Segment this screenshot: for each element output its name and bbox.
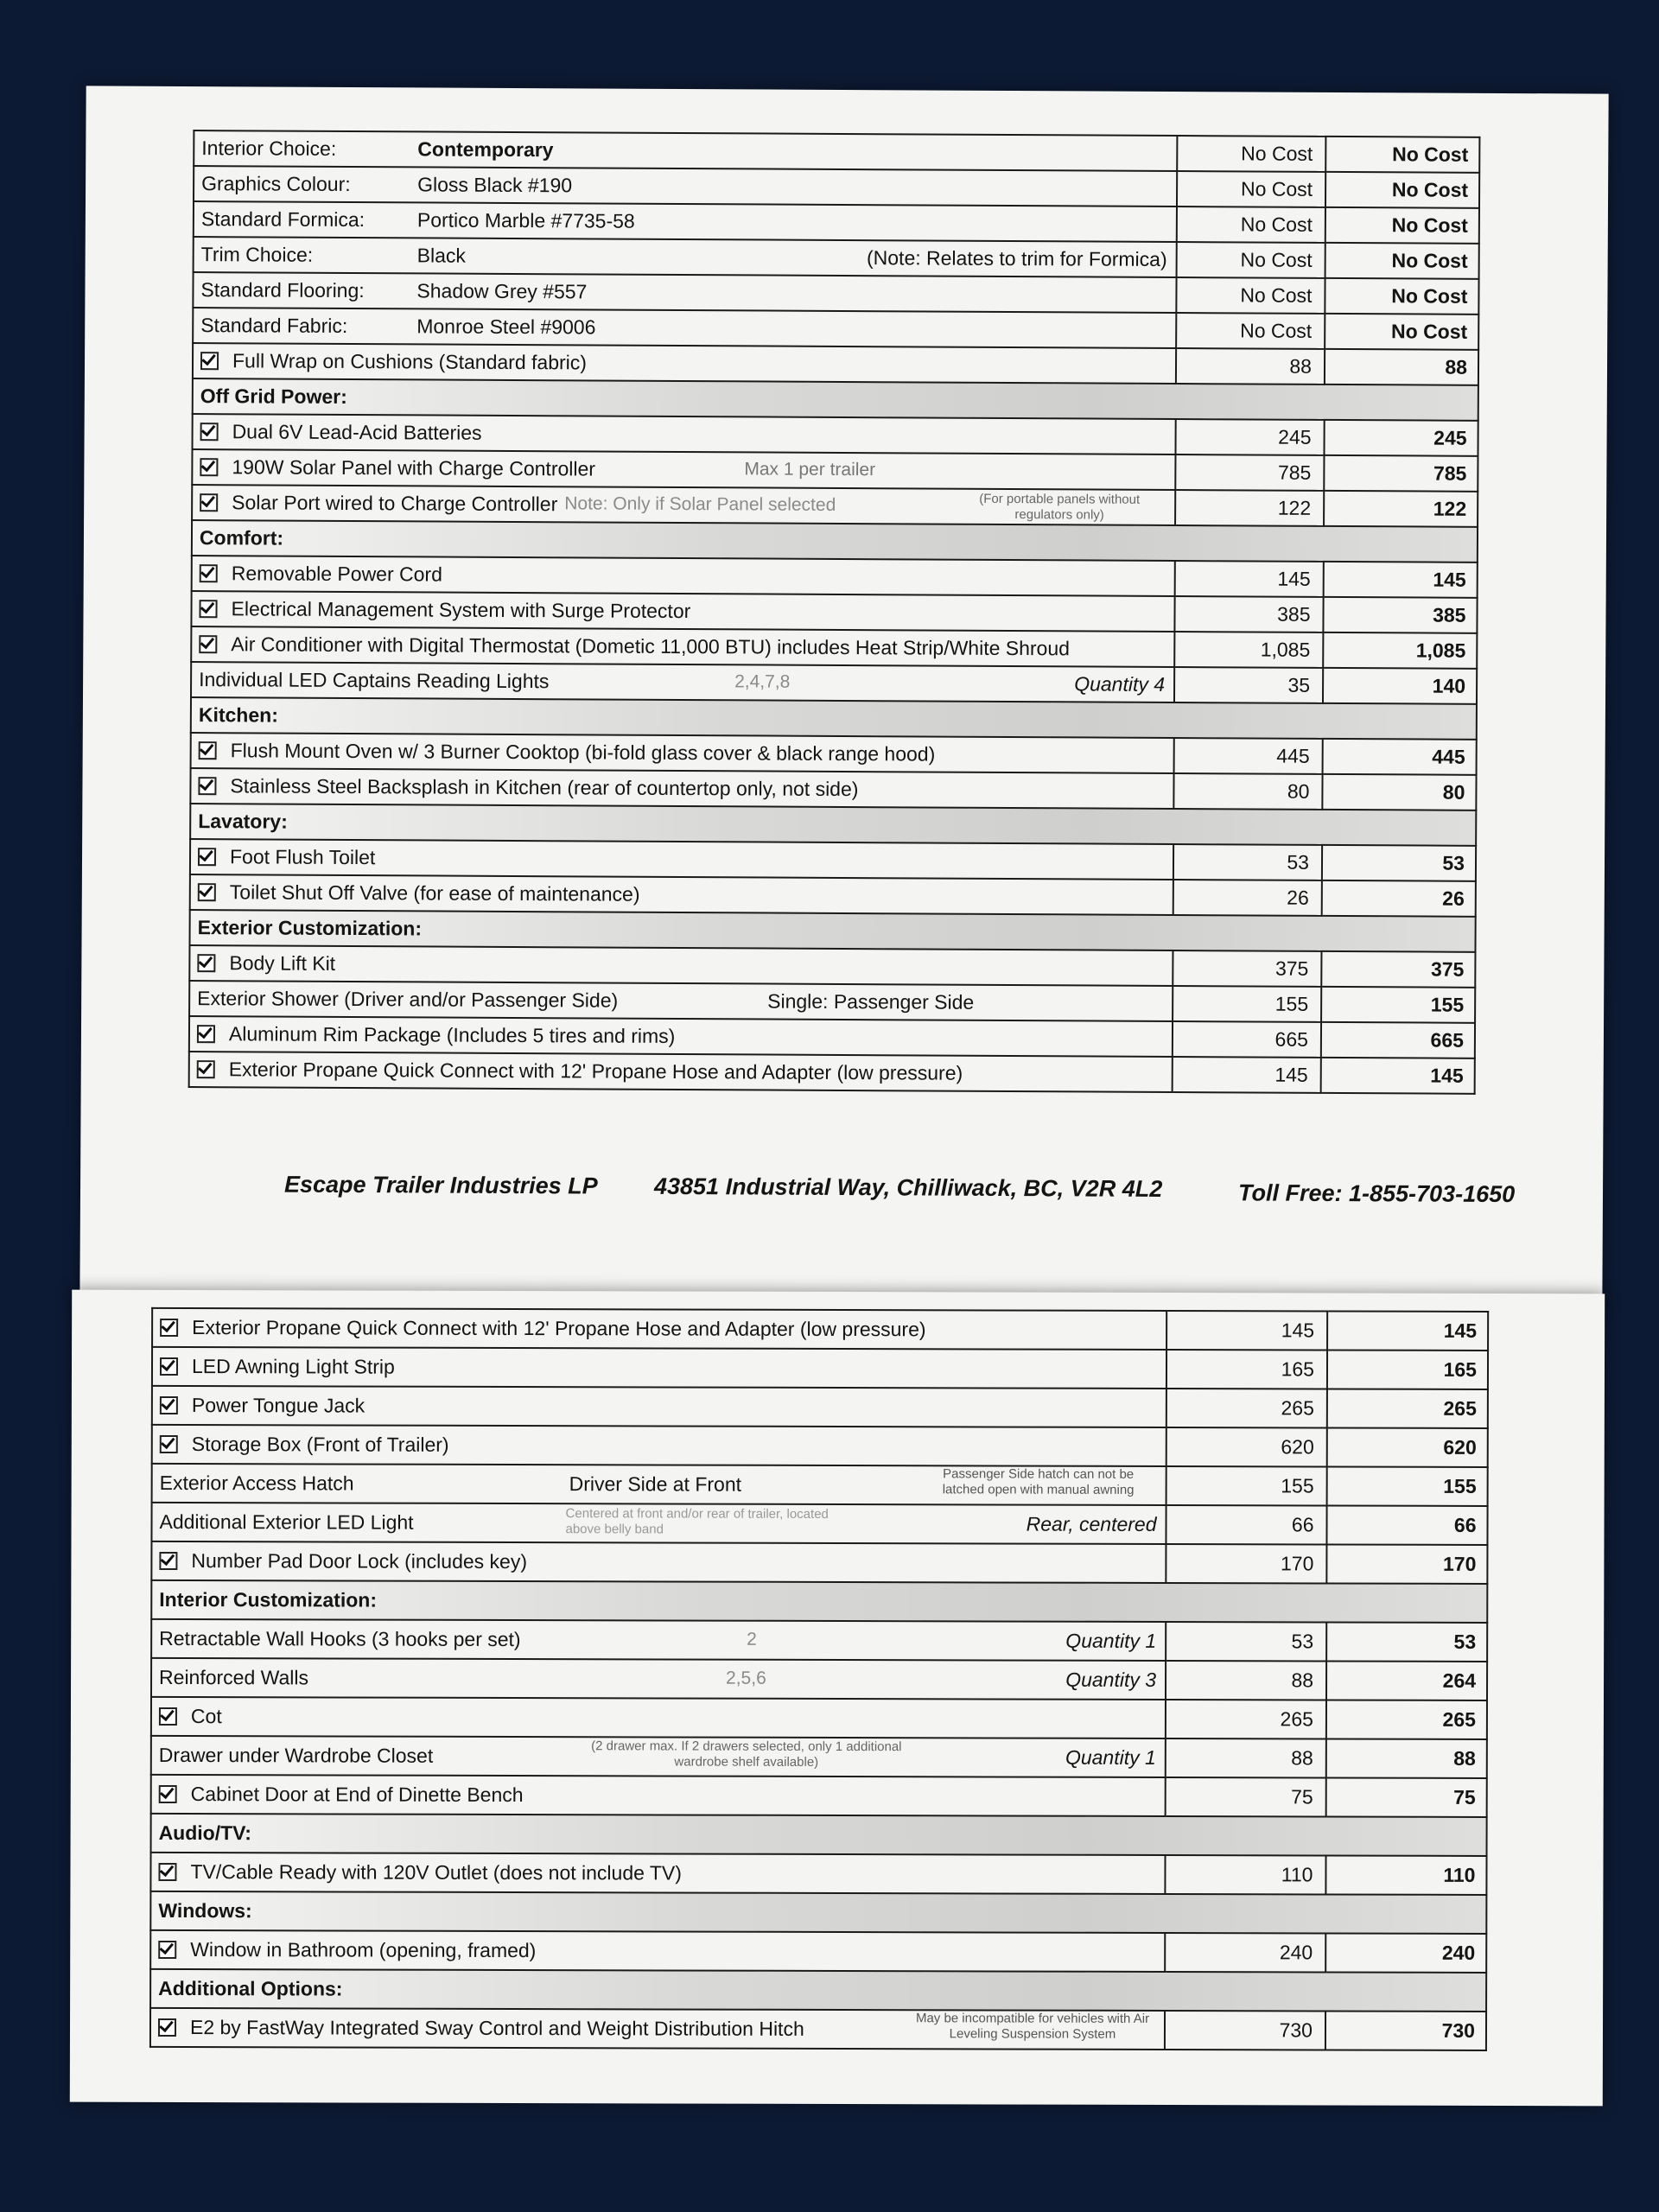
checked-checkbox[interactable] xyxy=(199,635,217,653)
unit-price: 245 xyxy=(1175,419,1324,455)
total-price: 88 xyxy=(1326,1738,1487,1777)
total-price: 145 xyxy=(1324,562,1478,598)
wall-positions: 2,5,6 xyxy=(726,1669,766,1689)
option-label: Electrical Management System with Surge Protector xyxy=(231,597,691,623)
option-label: Flush Mount Oven w/ 3 Burner Cooktop (bi-fold glass cover & black range hood) xyxy=(230,739,936,766)
checked-checkbox[interactable] xyxy=(160,1435,178,1453)
total-price: 145 xyxy=(1327,1311,1488,1350)
option-value: Single: Passenger Side xyxy=(767,989,975,1014)
option-label: Drawer under Wardrobe Closet xyxy=(158,1744,434,1768)
option-description xyxy=(152,1386,1166,1427)
checked-checkbox[interactable] xyxy=(159,1785,177,1803)
section-title: Comfort: xyxy=(192,520,1478,563)
unit-price: 1,085 xyxy=(1174,632,1323,668)
unit-price: 88 xyxy=(1176,348,1325,385)
unit-price: No Cost xyxy=(1177,242,1325,278)
option-small-note: May be incompatible for vehicles with Air Leveling Suspension System xyxy=(915,2011,1150,2042)
total-price: 445 xyxy=(1323,739,1477,775)
checked-checkbox[interactable] xyxy=(198,777,216,795)
section-header-row xyxy=(150,1891,1486,1934)
option-description xyxy=(193,414,1176,454)
unit-price: 155 xyxy=(1166,1466,1327,1505)
total-price: 620 xyxy=(1327,1427,1488,1466)
option-label: Exterior Access Hatch xyxy=(159,1471,354,1495)
unit-price: 35 xyxy=(1174,667,1323,703)
option-value: Rear, centered xyxy=(1026,1512,1157,1536)
option-quantity: Quantity 1 xyxy=(1065,1745,1156,1770)
total-price: 140 xyxy=(1323,668,1477,704)
total-price: 265 xyxy=(1326,1700,1487,1738)
option-row xyxy=(189,1052,1475,1094)
option-label: LED Awning Light Strip xyxy=(191,1355,395,1378)
unit-price: 145 xyxy=(1173,1057,1321,1093)
checked-checkbox[interactable] xyxy=(160,1396,178,1414)
total-price: No Cost xyxy=(1325,314,1478,350)
total-price: 122 xyxy=(1324,491,1478,527)
option-description xyxy=(190,874,1173,915)
option-description xyxy=(192,449,1175,490)
total-price: 155 xyxy=(1327,1466,1488,1505)
option-row xyxy=(150,1930,1486,1973)
total-price: 385 xyxy=(1323,597,1477,633)
total-price: 66 xyxy=(1326,1505,1487,1544)
option-label: Foot Flush Toilet xyxy=(229,845,376,869)
unit-price: 75 xyxy=(1166,1777,1326,1816)
option-label: Window in Bathroom (opening, framed) xyxy=(190,1938,537,1962)
choice-label: Standard Flooring: xyxy=(200,278,365,302)
option-quantity: Quantity 4 xyxy=(1074,672,1166,696)
hook-positions: 2 xyxy=(747,1630,757,1650)
option-label: 190W Solar Panel with Charge Controller xyxy=(232,455,596,480)
total-price: No Cost xyxy=(1325,243,1479,279)
choice-label: Standard Formica: xyxy=(200,207,365,232)
option-row xyxy=(151,1658,1487,1700)
option-label: Exterior Shower (Driver and/or Passenger Side) xyxy=(197,987,619,1012)
option-description xyxy=(150,1930,1165,1972)
unit-price: 170 xyxy=(1166,1544,1326,1583)
option-label: Removable Power Cord xyxy=(231,562,442,586)
unit-price: 165 xyxy=(1166,1350,1327,1389)
section-title: Interior Customization: xyxy=(151,1580,1487,1623)
option-label: Aluminum Rim Package (Includes 5 tires and rims) xyxy=(228,1022,676,1048)
option-quantity: Quantity 1 xyxy=(1065,1629,1157,1653)
option-description xyxy=(152,1347,1166,1389)
section-title: Kitchen: xyxy=(191,697,1477,740)
seat-positions: 2,4,7,8 xyxy=(734,671,791,693)
total-price: 75 xyxy=(1326,1777,1487,1816)
option-row xyxy=(152,1386,1488,1428)
total-price: 110 xyxy=(1325,1855,1486,1894)
total-price: 53 xyxy=(1326,1622,1487,1661)
option-description xyxy=(193,343,1176,384)
option-row xyxy=(151,1541,1487,1584)
choice-description xyxy=(194,201,1177,242)
option-note: Max 1 per trailer xyxy=(744,459,876,480)
option-description xyxy=(190,839,1173,880)
option-description xyxy=(151,1697,1166,1738)
total-price: 53 xyxy=(1322,845,1476,881)
total-price: 88 xyxy=(1325,349,1478,385)
toll-free-phone: Toll Free: 1-855-703-1650 xyxy=(1237,1179,1516,1208)
section-title: Lavatory: xyxy=(190,804,1476,846)
total-price: 26 xyxy=(1322,880,1476,917)
total-price: 665 xyxy=(1321,1022,1475,1058)
choice-note: (Note: Relates to trim for Formica) xyxy=(866,246,1167,271)
choice-value: Black xyxy=(416,244,466,267)
unit-price: 445 xyxy=(1174,738,1323,774)
option-row xyxy=(151,1697,1487,1739)
unit-price: 88 xyxy=(1166,1661,1326,1700)
checked-checkbox[interactable] xyxy=(197,1025,215,1043)
section-title: Additional Options: xyxy=(150,1969,1486,2012)
unit-price: 620 xyxy=(1166,1427,1327,1466)
option-description xyxy=(151,1503,1166,1544)
unit-price: 265 xyxy=(1166,1389,1327,1427)
option-row xyxy=(151,1736,1487,1778)
option-label: Stainless Steel Backsplash in Kitchen (rear of countertop only, not side) xyxy=(230,774,859,801)
unit-price: 265 xyxy=(1166,1700,1326,1738)
choice-value: Gloss Black #190 xyxy=(417,173,573,197)
unit-price: 155 xyxy=(1173,986,1321,1022)
checked-checkbox[interactable] xyxy=(199,600,217,618)
total-price: 1,085 xyxy=(1323,632,1477,669)
option-small-note: Passenger Side hatch can not be latched open with manual awning xyxy=(942,1466,1135,1497)
option-description xyxy=(189,981,1173,1021)
total-price: 785 xyxy=(1324,455,1478,492)
option-value: Driver Side at Front xyxy=(569,1472,742,1496)
total-price: 240 xyxy=(1325,1933,1486,1972)
option-label: Body Lift Kit xyxy=(229,951,336,976)
total-price: 375 xyxy=(1321,951,1475,988)
option-label: Individual LED Captains Reading Lights xyxy=(199,668,550,693)
option-description xyxy=(151,1658,1166,1700)
option-label: Reinforced Walls xyxy=(159,1666,309,1689)
choice-label: Trim Choice: xyxy=(200,243,314,267)
checked-checkbox[interactable] xyxy=(159,1707,177,1726)
checked-checkbox[interactable] xyxy=(160,1319,178,1337)
section-header-row xyxy=(151,1580,1487,1623)
option-row xyxy=(152,1425,1488,1467)
total-price: No Cost xyxy=(1325,207,1479,244)
unit-price: No Cost xyxy=(1177,171,1325,207)
option-description xyxy=(189,945,1173,986)
choice-value: Portico Marble #7735-58 xyxy=(416,208,635,233)
option-label: Air Conditioner with Digital Thermostat (Dometic 11,000 BTU) includes Heat Strip/White Shroud xyxy=(231,632,1071,660)
option-row xyxy=(152,1347,1488,1389)
option-description xyxy=(191,626,1174,667)
option-label: Exterior Propane Quick Connect with 12' Propane Hose and Adapter (low pressure) xyxy=(192,1316,926,1341)
option-description xyxy=(191,591,1174,632)
company-name: Escape Trailer Industries LP xyxy=(283,1171,598,1199)
checked-checkbox[interactable] xyxy=(158,2018,176,2037)
unit-price: 80 xyxy=(1173,773,1322,810)
unit-price: 53 xyxy=(1173,844,1322,880)
option-description xyxy=(151,1775,1166,1816)
checked-checkbox[interactable] xyxy=(160,1357,178,1376)
option-label: Full Wrap on Cushions (Standard fabric) xyxy=(232,349,588,374)
total-price: 170 xyxy=(1326,1544,1487,1583)
checked-checkbox[interactable] xyxy=(198,848,216,866)
option-description xyxy=(189,1052,1173,1092)
total-price: 264 xyxy=(1326,1661,1487,1700)
unit-price: 53 xyxy=(1166,1622,1326,1661)
option-description xyxy=(192,485,1175,525)
section-header-row xyxy=(151,1814,1487,1856)
checked-checkbox[interactable] xyxy=(200,493,218,512)
unit-price: 122 xyxy=(1175,490,1324,526)
checked-checkbox[interactable] xyxy=(158,1863,176,1881)
option-description xyxy=(191,662,1174,702)
option-row xyxy=(150,2008,1486,2050)
total-price: 245 xyxy=(1324,420,1478,456)
unit-price: No Cost xyxy=(1177,136,1325,172)
option-label: Exterior Propane Quick Connect with 12' Propane Hose and Adapter (low pressure) xyxy=(228,1058,963,1085)
unit-price: 110 xyxy=(1165,1855,1325,1894)
section-title: Windows: xyxy=(150,1891,1486,1934)
unit-price: 26 xyxy=(1173,880,1322,916)
option-label: Dual 6V Lead-Acid Batteries xyxy=(232,420,482,445)
section-title: Exterior Customization: xyxy=(189,910,1475,952)
checked-checkbox[interactable] xyxy=(197,954,215,972)
option-label: Retractable Wall Hooks (3 hooks per set) xyxy=(159,1627,521,1651)
option-description xyxy=(152,1308,1166,1350)
option-description xyxy=(151,1619,1166,1661)
choice-value: Contemporary xyxy=(417,137,554,162)
choice-description xyxy=(194,166,1177,207)
total-price: 730 xyxy=(1325,2011,1486,2050)
option-label: Power Tongue Jack xyxy=(191,1394,365,1417)
option-small-note: (2 drawer max. If 2 drawers selected, only 1 additional wardrobe shelf available) xyxy=(591,1738,902,1770)
option-row xyxy=(150,1853,1486,1895)
option-small-note: Centered at front and/or rear of trailer, located above belly band xyxy=(565,1506,829,1537)
option-description xyxy=(151,1736,1166,1777)
option-label: Solar Port wired to Charge Controller xyxy=(232,491,558,516)
checked-checkbox[interactable] xyxy=(200,423,219,441)
choice-label: Standard Fabric: xyxy=(200,314,348,338)
unit-price: 785 xyxy=(1175,454,1324,491)
total-price: 265 xyxy=(1327,1389,1488,1427)
option-row xyxy=(151,1775,1487,1817)
option-description xyxy=(150,2008,1165,2050)
option-description xyxy=(151,1541,1166,1583)
option-description xyxy=(150,1853,1165,1894)
options-table-bottom xyxy=(149,1307,1489,2051)
page-footer xyxy=(201,1171,1516,1208)
company-address: 43851 Industrial Way, Chilliwack, BC, V2R 4L2 xyxy=(653,1173,1163,1202)
choice-description xyxy=(193,272,1176,313)
option-label: Number Pad Door Lock (includes key) xyxy=(191,1549,528,1573)
choice-value: Monroe Steel #9006 xyxy=(416,315,596,339)
checked-checkbox[interactable] xyxy=(197,1060,215,1078)
choice-label: Graphics Colour: xyxy=(201,172,351,196)
section-title: Audio/TV: xyxy=(151,1814,1487,1856)
option-description xyxy=(152,1464,1166,1505)
checked-checkbox[interactable] xyxy=(200,458,218,476)
option-label: TV/Cable Ready with 120V Outlet (does not include TV) xyxy=(190,1860,683,1885)
top-page xyxy=(79,86,1608,1312)
total-price: No Cost xyxy=(1325,278,1478,315)
unit-price: No Cost xyxy=(1177,207,1325,243)
option-label: Cot xyxy=(190,1705,222,1728)
checked-checkbox[interactable] xyxy=(200,564,218,582)
unit-price: 665 xyxy=(1173,1021,1321,1058)
checked-checkbox[interactable] xyxy=(198,883,216,901)
checked-checkbox[interactable] xyxy=(199,741,217,760)
option-label: E2 by FastWay Integrated Sway Control and Weight Distribution Hitch xyxy=(189,2016,804,2041)
option-row xyxy=(152,1308,1488,1351)
option-description xyxy=(192,556,1175,596)
option-label: Cabinet Door at End of Dinette Bench xyxy=(190,1783,524,1807)
option-note: Note: Only if Solar Panel selected xyxy=(564,493,836,516)
option-description xyxy=(152,1425,1166,1466)
unit-price: 66 xyxy=(1166,1505,1326,1544)
choice-description xyxy=(193,308,1176,348)
unit-price: No Cost xyxy=(1176,277,1325,314)
total-price: No Cost xyxy=(1325,137,1479,173)
unit-price: 145 xyxy=(1175,561,1324,597)
option-label: Storage Box (Front of Trailer) xyxy=(191,1433,449,1457)
unit-price: No Cost xyxy=(1176,313,1325,349)
total-price: 145 xyxy=(1321,1058,1475,1094)
option-row xyxy=(151,1503,1487,1545)
option-description xyxy=(191,733,1174,773)
option-description xyxy=(189,1016,1173,1057)
option-label: Toilet Shut Off Valve (for ease of maintenance) xyxy=(229,880,640,906)
checked-checkbox[interactable] xyxy=(159,1552,177,1570)
total-price: 155 xyxy=(1321,987,1475,1023)
unit-price: 730 xyxy=(1165,2011,1325,2050)
option-label: Additional Exterior LED Light xyxy=(159,1510,414,1534)
checked-checkbox[interactable] xyxy=(158,1941,176,1959)
section-title: Off Grid Power: xyxy=(193,378,1478,421)
total-price: No Cost xyxy=(1325,172,1479,208)
option-quantity: Quantity 3 xyxy=(1065,1668,1157,1692)
choice-label: Interior Choice: xyxy=(201,137,337,161)
unit-price: 385 xyxy=(1174,596,1323,632)
bottom-page xyxy=(70,1290,1605,2107)
option-row xyxy=(152,1464,1488,1506)
section-header-row xyxy=(150,1969,1486,2012)
choice-description xyxy=(194,237,1177,277)
option-small-note: (For portable panels without regulators only) xyxy=(979,491,1141,523)
option-description xyxy=(190,768,1173,809)
unit-price: 88 xyxy=(1166,1738,1326,1777)
unit-price: 375 xyxy=(1173,950,1321,987)
total-price: 165 xyxy=(1327,1350,1488,1389)
unit-price: 240 xyxy=(1165,1933,1325,1972)
total-price: 80 xyxy=(1322,774,1476,810)
choice-description xyxy=(194,130,1177,171)
option-row xyxy=(151,1619,1487,1662)
choice-value: Shadow Grey #557 xyxy=(416,279,588,303)
unit-price: 145 xyxy=(1166,1311,1327,1350)
options-table-top xyxy=(188,130,1481,1095)
checked-checkbox[interactable] xyxy=(200,352,219,370)
